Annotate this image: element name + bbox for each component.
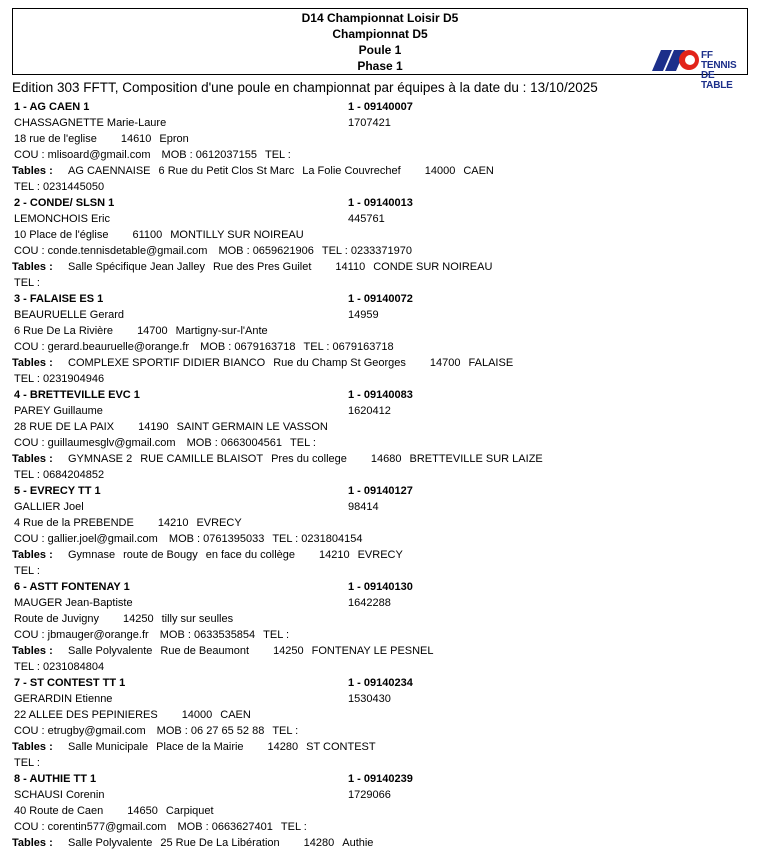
venue-phone-row	[14, 563, 748, 579]
club-header-row	[14, 579, 748, 595]
club-code: 1 - 09140127	[348, 485, 413, 497]
contact-row	[14, 403, 748, 419]
contact-mobile: 0659621906	[252, 245, 314, 257]
contact-phone: 0231804154	[301, 533, 363, 545]
contact-email: gerard.beauruelle@orange.fr	[47, 341, 190, 353]
email-label: COU :	[14, 245, 45, 257]
contact-zip: 61100	[132, 229, 163, 241]
venue-row	[12, 739, 748, 755]
club-name: 3 - FALAISE ES 1	[14, 293, 104, 305]
club-code: 1 - 09140234	[348, 677, 413, 689]
venue-phone-label: TEL :	[14, 181, 40, 193]
contact-name: CHASSAGNETTE Marie-Laure	[14, 117, 167, 129]
contact-zip: 14190	[138, 421, 169, 433]
contact-info-row	[14, 147, 748, 163]
contact-city: EVRECY	[196, 517, 242, 529]
tables-label: Tables :	[12, 741, 53, 753]
contact-street: 6 Rue De La Rivière	[14, 325, 114, 337]
club-entry	[14, 771, 748, 851]
venue-street: 6 Rue du Petit Clos St Marc	[158, 165, 295, 177]
contact-city: Carpiquet	[165, 805, 214, 817]
venue-street: Rue de Beaumont	[160, 645, 250, 657]
contact-row	[14, 115, 748, 131]
venue-city: FALAISE	[468, 357, 514, 369]
contact-name: MAUGER Jean-Baptiste	[14, 597, 133, 609]
licence-number: 14959	[348, 309, 379, 321]
contact-zip: 14210	[157, 517, 189, 529]
email-label: COU :	[14, 149, 45, 161]
club-name: 1 - AG CAEN 1	[14, 101, 90, 113]
address-row	[14, 419, 748, 435]
club-name: 8 - AUTHIE TT 1	[14, 773, 97, 785]
licence-number: 445761	[348, 213, 385, 225]
venue-city: CONDE SUR NOIREAU	[373, 261, 493, 273]
contact-city: CAEN	[220, 709, 251, 721]
phone-label: TEL :	[321, 245, 348, 257]
club-code: 1 - 09140013	[348, 197, 413, 209]
contact-city: MONTILLY SUR NOIREAU	[170, 229, 304, 241]
venue-row	[12, 259, 748, 275]
contact-zip: 14250	[123, 613, 154, 625]
venue-city: BRETTEVILLE SUR LAIZE	[409, 453, 543, 465]
club-header-row	[14, 291, 748, 307]
email-label: COU :	[14, 821, 45, 833]
contact-name: GERARDIN Etienne	[14, 693, 113, 705]
mobile-label: MOB :	[200, 341, 232, 353]
mobile-label: MOB :	[156, 725, 188, 737]
club-header-row	[14, 99, 748, 115]
contact-mobile: 0679163718	[234, 341, 296, 353]
club-entry	[14, 675, 748, 771]
contact-info-row	[14, 243, 748, 259]
phone-label: TEL :	[303, 341, 330, 353]
club-code: 1 - 09140083	[348, 389, 413, 401]
venue-city: EVRECY	[357, 549, 403, 561]
contact-info-row	[14, 627, 748, 643]
venue-phone-row	[14, 659, 748, 675]
fftt-logo	[652, 49, 742, 91]
venue-name: Salle Municipale	[68, 741, 149, 753]
club-header-row	[14, 387, 748, 403]
venue-city: Authie	[342, 837, 374, 849]
contact-row	[14, 691, 748, 707]
club-code: 1 - 09140072	[348, 293, 413, 305]
venue-city: ST CONTEST	[306, 741, 376, 753]
fftt-logo-text: FF TENNIS DE TABLE	[701, 50, 737, 91]
venue-zip: 14680	[370, 453, 402, 465]
venue-name: Salle Polyvalente	[68, 645, 153, 657]
tables-label: Tables :	[12, 837, 53, 849]
mobile-label: MOB :	[177, 821, 209, 833]
pool-title: Poule 1	[358, 43, 402, 57]
venue-phone-row	[14, 275, 748, 291]
venue-zip: 14280	[303, 837, 335, 849]
email-label: COU :	[14, 629, 45, 641]
venue-phone: 0231904946	[42, 373, 105, 385]
championship-title: D14 Championnat Loisir D5	[301, 11, 459, 25]
mobile-label: MOB :	[159, 629, 191, 641]
contact-street: 10 Place de l'église	[14, 229, 109, 241]
contact-email: jbmauger@orange.fr	[47, 629, 149, 641]
licence-number: 1530430	[348, 693, 391, 705]
club-entry	[14, 291, 748, 387]
club-entry	[14, 579, 748, 675]
venue-name: COMPLEXE SPORTIF DIDIER BIANCO	[68, 357, 266, 369]
licence-number: 1707421	[348, 117, 391, 129]
club-code: 1 - 09140007	[348, 101, 413, 113]
venue-street: Rue du Champ St Georges	[273, 357, 406, 369]
venue-phone: 0231084804	[42, 661, 105, 673]
header-lines	[13, 10, 747, 74]
venue-name: AG CAENNAISE	[68, 165, 151, 177]
club-name: 7 - ST CONTEST TT 1	[14, 677, 126, 689]
address-row	[14, 707, 748, 723]
venue-street: 25 Rue De La Libération	[160, 837, 280, 849]
venue-name: Salle Polyvalente	[68, 837, 153, 849]
tables-label: Tables :	[12, 165, 53, 177]
venue-zip: 14000	[424, 165, 456, 177]
club-entry	[14, 195, 748, 291]
club-list	[14, 99, 748, 851]
contact-street: Route de Juvigny	[14, 613, 99, 625]
edition-line: Edition 303 FFTT, Composition d'une poule en championnat par équipes à la date du : 13/10/2025	[12, 80, 598, 95]
contact-info-row	[14, 819, 748, 835]
venue-phone-row	[14, 467, 748, 483]
venue-phone-row	[14, 371, 748, 387]
address-row	[14, 515, 748, 531]
venue-zip: 14700	[429, 357, 461, 369]
venue-phone-row	[14, 755, 748, 771]
club-entry	[14, 387, 748, 483]
contact-zip: 14700	[137, 325, 168, 337]
contact-row	[14, 211, 748, 227]
phone-label: TEL :	[272, 725, 299, 737]
contact-mobile: 0612037155	[195, 149, 257, 161]
contact-mobile: 06 27 65 52 88	[190, 725, 265, 737]
venue-row	[12, 451, 748, 467]
venue-name: GYMNASE 2	[68, 453, 133, 465]
phone-label: TEL :	[263, 629, 290, 641]
venue-phone-label: TEL :	[14, 373, 40, 385]
contact-zip: 14650	[127, 805, 158, 817]
contact-street: 18 rue de l'eglise	[14, 133, 97, 145]
contact-street: 28 RUE DE LA PAIX	[14, 421, 115, 433]
address-row	[14, 323, 748, 339]
division-title: Championnat D5	[332, 27, 428, 41]
address-row	[14, 131, 748, 147]
club-header-row	[14, 483, 748, 499]
contact-email: etrugby@gmail.com	[47, 725, 146, 737]
venue-extra: Pres du college	[271, 453, 347, 465]
club-code: 1 - 09140239	[348, 773, 413, 785]
venue-zip: 14280	[267, 741, 299, 753]
contact-name: SCHAUSI Corenin	[14, 789, 105, 801]
licence-number: 1729066	[348, 789, 391, 801]
contact-info-row	[14, 435, 748, 451]
venue-name: Gymnase	[68, 549, 116, 561]
phone-label: TEL :	[290, 437, 316, 449]
licence-number: 1642288	[348, 597, 391, 609]
mobile-label: MOB :	[186, 437, 218, 449]
venue-row	[12, 643, 748, 659]
contact-city: Martigny-sur-l'Ante	[175, 325, 268, 337]
licence-number: 98414	[348, 501, 379, 513]
club-header-row	[14, 195, 748, 211]
venue-zip: 14110	[335, 261, 366, 273]
phone-label: TEL :	[264, 149, 291, 161]
venue-row	[12, 547, 748, 563]
venue-phone-row	[14, 179, 748, 195]
venue-phone-label: TEL :	[14, 565, 40, 577]
tables-label: Tables :	[12, 645, 53, 657]
contact-mobile: 0633535854	[193, 629, 256, 641]
contact-city: SAINT GERMAIN LE VASSON	[176, 421, 328, 433]
contact-city: Epron	[159, 133, 189, 145]
contact-email: conde.tennisdetable@gmail.com	[47, 245, 208, 257]
venue-row	[12, 835, 748, 851]
mobile-label: MOB :	[161, 149, 193, 161]
venue-city: CAEN	[463, 165, 494, 177]
phase-title: Phase 1	[357, 59, 403, 73]
address-row	[14, 227, 748, 243]
contact-phone: 0679163718	[332, 341, 394, 353]
venue-street: RUE CAMILLE BLAISOT	[140, 453, 264, 465]
contact-row	[14, 787, 748, 803]
venue-phone-label: TEL :	[14, 661, 40, 673]
venue-street: Rue des Pres Guilet	[212, 261, 312, 273]
contact-name: LEMONCHOIS Eric	[14, 213, 110, 225]
club-entry	[14, 99, 748, 195]
club-name: 5 - EVRECY TT 1	[14, 485, 101, 497]
venue-zip: 14210	[319, 549, 350, 561]
contact-mobile: 0761395033	[203, 533, 265, 545]
venue-extra: La Folie Couvrechef	[302, 165, 401, 177]
email-label: COU :	[14, 437, 45, 449]
club-header-row	[14, 675, 748, 691]
contact-info-row	[14, 723, 748, 739]
contact-name: BEAURUELLE Gerard	[14, 309, 125, 321]
contact-zip: 14610	[120, 133, 152, 145]
contact-zip: 14000	[181, 709, 213, 721]
venue-extra: en face du collège	[205, 549, 295, 561]
contact-email: gallier.joel@gmail.com	[47, 533, 158, 545]
club-header-row	[14, 771, 748, 787]
contact-row	[14, 307, 748, 323]
mobile-label: MOB :	[168, 533, 201, 545]
contact-name: PAREY Guillaume	[14, 405, 103, 417]
contact-street: 22 ALLEE DES PEPINIERES	[14, 709, 158, 721]
venue-phone: 0684204852	[42, 469, 105, 481]
club-name: 4 - BRETTEVILLE EVC 1	[14, 389, 140, 401]
contact-street: 40 Route de Caen	[14, 805, 104, 817]
contact-row	[14, 499, 748, 515]
contact-city: tilly sur seulles	[161, 613, 234, 625]
venue-phone-label: TEL :	[14, 757, 40, 769]
address-row	[14, 611, 748, 627]
venue-zip: 14250	[273, 645, 304, 657]
venue-row	[12, 163, 748, 179]
venue-phone-label: TEL :	[14, 469, 40, 481]
venue-street: route de Bougy	[123, 549, 198, 561]
licence-number: 1620412	[348, 405, 391, 417]
venue-row	[12, 355, 748, 371]
club-code: 1 - 09140130	[348, 581, 413, 593]
club-entry	[14, 483, 748, 579]
fftt-logo-icon	[652, 49, 700, 71]
venue-phone-label: TEL :	[14, 277, 40, 289]
email-label: COU :	[14, 341, 45, 353]
club-name: 6 - ASTT FONTENAY 1	[14, 581, 130, 593]
tables-label: Tables :	[12, 261, 53, 273]
tables-label: Tables :	[12, 453, 53, 465]
email-label: COU :	[14, 533, 45, 545]
contact-name: GALLIER Joel	[14, 501, 84, 513]
venue-street: Place de la Mairie	[156, 741, 244, 753]
tables-label: Tables :	[12, 549, 53, 561]
tables-label: Tables :	[12, 357, 53, 369]
contact-email: corentin577@gmail.com	[47, 821, 167, 833]
contact-street: 4 Rue de la PREBENDE	[14, 517, 134, 529]
venue-phone: 0231445050	[42, 181, 105, 193]
contact-phone: 0233371970	[350, 245, 413, 257]
contact-row	[14, 595, 748, 611]
mobile-label: MOB :	[218, 245, 250, 257]
address-row	[14, 803, 748, 819]
phone-label: TEL :	[280, 821, 307, 833]
club-name: 2 - CONDE/ SLSN 1	[14, 197, 115, 209]
contact-mobile: 0663627401	[211, 821, 273, 833]
contact-email: mlisoard@gmail.com	[47, 149, 151, 161]
contact-info-row	[14, 339, 748, 355]
venue-city: FONTENAY LE PESNEL	[311, 645, 434, 657]
contact-email: guillaumesglv@gmail.com	[47, 437, 176, 449]
phone-label: TEL :	[272, 533, 299, 545]
venue-name: Salle Spécifique Jean Jalley	[68, 261, 205, 273]
contact-mobile: 0663004561	[220, 437, 283, 449]
email-label: COU :	[14, 725, 45, 737]
contact-info-row	[14, 531, 748, 547]
